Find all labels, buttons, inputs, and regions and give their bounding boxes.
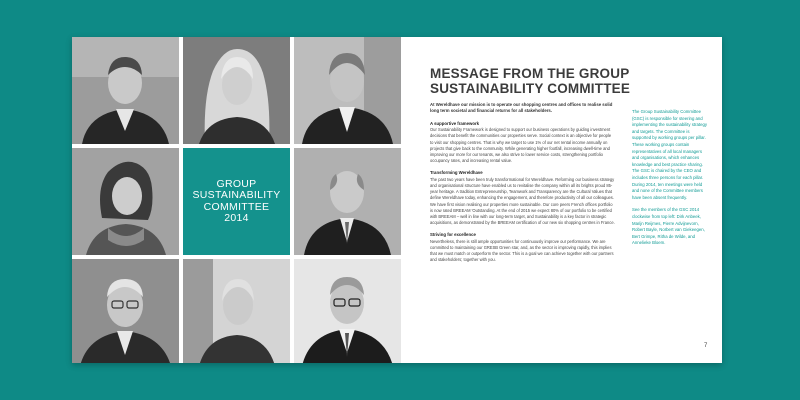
portrait-photo — [72, 259, 179, 363]
title-line: GROUP — [216, 177, 257, 190]
portrait-image — [294, 37, 401, 144]
portrait-image — [183, 259, 290, 363]
portrait-photo — [72, 37, 179, 144]
portrait-image — [72, 37, 179, 144]
section-body: Nevertheless, there is still ample opportunities for continuously improve our performance. We are committed to maintaining our GRESB Green star, and, as the sector is improving rapidly, this implies that we must match or outperform the sector. This is a goal we can achieve together with our partners and stakeholders; together with you. — [430, 238, 614, 263]
portrait-photo — [72, 148, 179, 255]
portrait-photo — [183, 37, 290, 144]
section-heading: Striving for excellence — [430, 232, 476, 238]
sidebar-paragraph: The Group Sustainability Committee (GSC) is responsible for steering and implementing the sustainability strategy and targets. The Committee is supported by working groups per pillar. These working groups contain representatives of all local managers and organisations, which enhances knowledge and best practice sharing. The GSC is chaired by the CEO and includes three persons for each pillar. During 2014, ten meetings were held and none of the Committee members have been absent frequently. — [632, 109, 707, 200]
portrait-photo — [294, 259, 401, 363]
portrait-photo — [183, 259, 290, 363]
title-line: COMMITTEE — [203, 200, 270, 213]
portrait-photo — [294, 148, 401, 255]
section-body: The past two years have been truly transformational for Wereldhave. Reforming our business strategy and organisational structure have enabled us to revitalise the company within all its brights proud 85-year heritage. A tradition Entrepreneurship, Teamwork and Transparency are the Cultural Values that define Wereldhave today, enhancing the engagement, and therefore productivity of all our colleagues. We have first vision realising our properties more sustainable. Our core peers French offices portfolio is now rated BREEAM 'Outstanding. At the end of 2015 we expect 80% of our portfolio to be certified with BREEAM – well in line with our long-term target, and Sustainability is a key factor in strategic acquisitions, as demonstrated by the BREEAM certification of our new six shopping centres in France. — [430, 176, 615, 226]
committee-title-tile — [183, 148, 290, 255]
portrait-grid — [72, 37, 402, 363]
page-subtitle: SUSTAINABILITY COMMITTEE — [430, 81, 631, 96]
portrait-photo — [294, 37, 401, 144]
page-number: 7 — [704, 343, 708, 349]
portrait-image — [72, 259, 179, 363]
portrait-image — [294, 148, 401, 255]
sidebar-note — [632, 109, 708, 253]
page-title: MESSAGE FROM THE GROUP — [430, 66, 630, 81]
section-heading: A supportive framework — [430, 120, 480, 126]
report-spread — [72, 37, 722, 363]
title-year: 2014 — [224, 212, 249, 224]
title-line: SUSTAINABILITY — [192, 189, 281, 201]
portrait-image — [294, 259, 401, 363]
portrait-image — [72, 148, 179, 255]
sidebar-paragraph: See the members of the GSC 2014 clockwise from top left: Dirk Anbeek, Marijn Reijmes, Pierre Advijnevorn, Robert Bayle, Norbert van Giekeegen, Bert Grimpe, Ritha de Wilde, and Annelieke Bloem. — [632, 207, 705, 246]
intro-paragraph: At Wereldhave our mission is to operate our shopping centres and offices to realise solid long term societal and financial returns for all stakeholders. — [430, 102, 613, 114]
section-heading: Transforming Wereldhave — [430, 170, 483, 176]
message-column — [430, 66, 631, 270]
section-body: Our Sustainability Framework is designed to support our business operations by guiding investment decisions that benefit the communities our properties serve. Social context is an objective for people to visit our shopping centres. That is why we target to use 1% of our net rental income annually on projects that give back to the community. While generating higher footfall, increasing dwell-time and improving our more for our tenants, we also strive to lower service costs, strengthening portfolio occupancy rates, and increasing rental value. — [430, 127, 612, 164]
portrait-image — [183, 37, 290, 144]
